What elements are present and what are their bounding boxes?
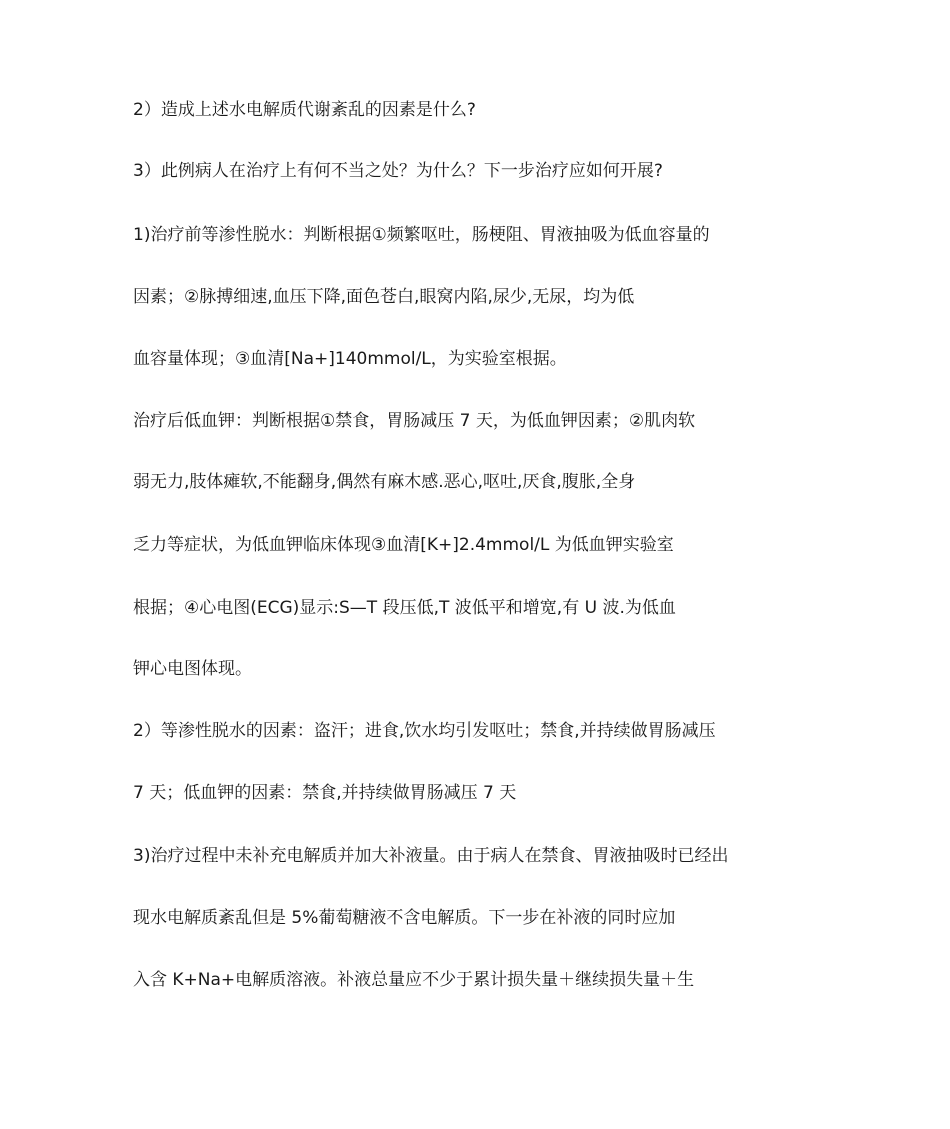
answer-3-line-2: 现水电解质紊乱但是 5%葡萄糖液不含电解质。下一步在补液的同时应加 [133,908,676,928]
question-3-line: 3）此例病人在治疗上有何不当之处？为什么？下一步治疗应如何开展? [133,161,663,181]
answer-1-hypokalemia-line-3: 乏力等症状，为低血钾临床体现③血清[K+]2.4mmol/L 为低血钾实验室 [133,535,674,555]
question-2-line: 2）造成上述水电解质代谢紊乱的因素是什么? [133,100,476,120]
answer-3-line-1: 3)治疗过程中未补充电解质并加大补液量。由于病人在禁食、胃液抽吸时已经出 [133,846,729,866]
answer-3-line-3: 入含 K+Na+电解质溶液。补液总量应不少于累计损失量＋继续损失量＋生 [133,970,695,990]
answer-1-isotonic-line-3: 血容量体现；③血清[Na+]140mmol/L，为实验室根据。 [133,349,567,369]
answer-1-isotonic-line-2: 因素；②脉搏细速,血压下降,面色苍白,眼窝内陷,尿少,无尿，均为低 [133,287,635,307]
answer-1-hypokalemia-line-5: 钾心电图体现。 [133,659,252,679]
answer-2-line-2: 7 天；低血钾的因素：禁食,并持续做胃肠减压 7 天 [133,783,517,803]
answer-1-hypokalemia-line-2: 弱无力,肢体瘫软,不能翻身,偶然有麻木感.恶心,呕吐,厌食,腹胀,全身 [133,472,636,492]
answer-2-line-1: 2）等渗性脱水的因素：盗汗；进食,饮水均引发呕吐；禁食,并持续做胃肠减压 [133,721,716,741]
answer-1-hypokalemia-line-1: 治疗后低血钾：判断根据①禁食，胃肠减压 7 天，为低血钾因素；②肌肉软 [133,411,696,431]
answer-1-isotonic-line-1: 1)治疗前等渗性脱水：判断根据①频繁呕吐，肠梗阻、胃液抽吸为低血容量的 [133,225,710,245]
answer-1-hypokalemia-line-4: 根据；④心电图(ECG)显示:S—T 段压低,T 波低平和增宽,有 U 波.为低血 [133,598,676,618]
